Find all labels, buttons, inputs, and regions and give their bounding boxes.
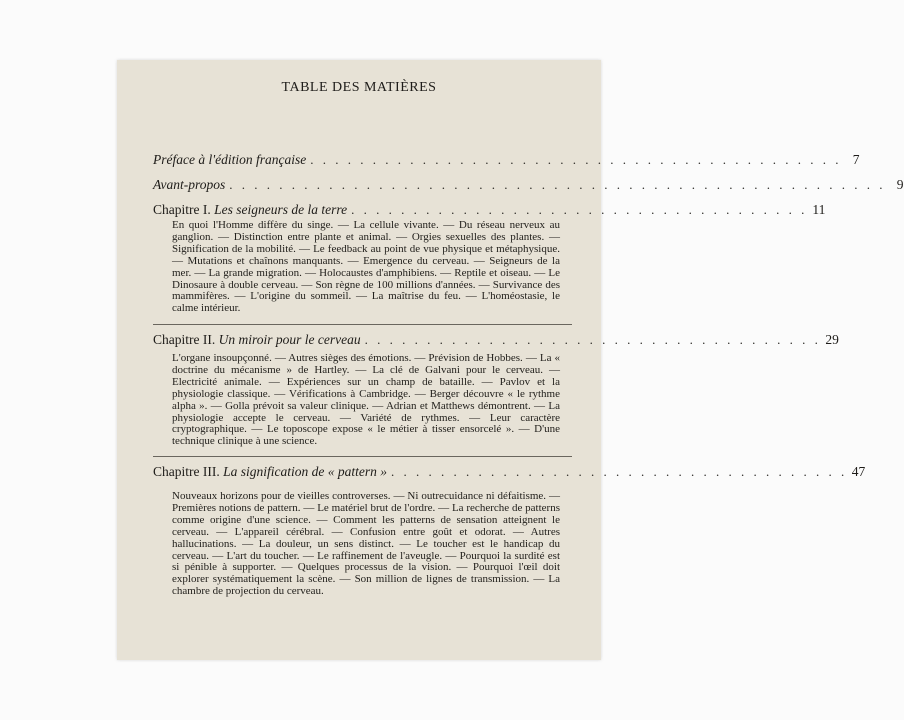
entry-label: Avant-propos xyxy=(153,177,226,192)
entry-label xyxy=(153,464,387,480)
entry-page-number: 11 xyxy=(812,202,826,217)
entry-page-number: 47 xyxy=(851,464,866,479)
chapter-number: Chapitre III. xyxy=(153,464,220,479)
book-page xyxy=(117,60,904,660)
chapter-title: Les seigneurs de la terre xyxy=(214,202,348,217)
dot-leader: . . . . . . . . . . . . . . . . . . . . . . . . . . . . . . . . . . . . . xyxy=(351,202,808,217)
chapter-number: Chapitre II. xyxy=(153,332,216,347)
chapter-title: La signification de « pattern » xyxy=(223,464,387,479)
dot-leader: . . . . . . . . . . . . . . . . . . . . . . . . . . . . . . . . . . . . . xyxy=(390,464,848,479)
toc-entry-preface[interactable] xyxy=(153,152,860,168)
dot-leader: . . . . . . . . . . . . . . . . . . . . . . . . . . . . . . . . . . . . . xyxy=(364,332,821,347)
page-title: TABLE DES MATIÈRES xyxy=(281,80,437,95)
entry-label: Préface à l'édition française xyxy=(153,152,307,167)
entry-page-number: 29 xyxy=(825,332,839,347)
entry-page-number: 7 xyxy=(852,152,860,167)
chapter-3-summary: Nouveaux horizons pour de vieilles controverses. — Ni outrecuidance ni défaitisme. — Premières notions de pattern. — Le matériel brut de l'ordre. — La recherche de patterns comme origine d'une science. — Comment les patterns de sensation atteignent le cerveau. — L'appareil cérébral. — Confusion entre goût et odorat. — Autres hallucinations. — La douleur, un sens distinct. — Le toucher est le handicap du cerveau. — L'art du toucher. — Le raffinement de l'aveugle. — Pourquoi la surdité est si pénible à supporter. — Quelques processus de la vision. — Pourquoi l'œil doit explorer systématiquement la scène. — Son million de lignes de transmission. — La chambre de projection du cerveau. xyxy=(172,490,560,598)
entry-page-number: 9 xyxy=(896,177,904,192)
entry-label xyxy=(153,202,347,218)
toc-entry-chapter-1[interactable] xyxy=(153,202,826,218)
toc-entry-chapter-3[interactable] xyxy=(153,464,866,480)
chapter-2-summary: L'organe insoupçonné. — Autres sièges des émotions. — Prévision de Hobbes. — La « doctrine du mécanisme » de Hartley. — La clé de Galvani pour le cerveau. — Electricité animale. — Expériences sur un champ de bataille. — Pavlov et la physiologie classique. — Vérifications à Cambridge. — Berger découvre « le rythme alpha ». — Golla prévoit sa valeur clinique. — Adrian et Matthews démontrent. — La physiologie accepte le cerveau. — Variété de rythmes. — Leur caractère cryptographique. — Le toposcope expose « le métier à tisser ensorcelé ». — D'une technique clinique à une science. xyxy=(172,352,560,448)
dot-leader: . . . . . . . . . . . . . . . . . . . . . . . . . . . . . . . . . . . . . . . . . . . . . . . . . . . . . xyxy=(229,177,886,192)
dot-leader: . . . . . . . . . . . . . . . . . . . . . . . . . . . . . . . . . . . . . . . . . . . xyxy=(310,152,842,167)
chapter-divider xyxy=(153,456,572,457)
chapter-divider xyxy=(153,324,572,325)
chapter-1-summary: En quoi l'Homme diffère du singe. — La cellule vivante. — Du réseau nerveux au ganglion. — Distinction entre plante et animal. — Orgies sexuelles des plantes. — Signification de la mobilité. — Le feedback au point de vue physique et métaphysique. — Mutations et chaînons manquants. — Emergence du cerveau. — Seigneurs de la mer. — La grande migration. — Holocaustes d'amphibiens. — Reptile et oiseau. — Le Dinosaure à double cerveau. — Son règne de 100 millions d'années. — Survivance des mammifères. — L'origine du sommeil. — La maîtrise du feu. — L'homéostasie, le calme intérieur. xyxy=(172,219,560,315)
toc-entry-chapter-2[interactable] xyxy=(153,332,839,348)
chapter-number: Chapitre I. xyxy=(153,202,211,217)
chapter-title: Un miroir pour le cerveau xyxy=(218,332,361,347)
toc-entry-avant-propos[interactable] xyxy=(153,177,904,193)
entry-label xyxy=(153,332,361,348)
